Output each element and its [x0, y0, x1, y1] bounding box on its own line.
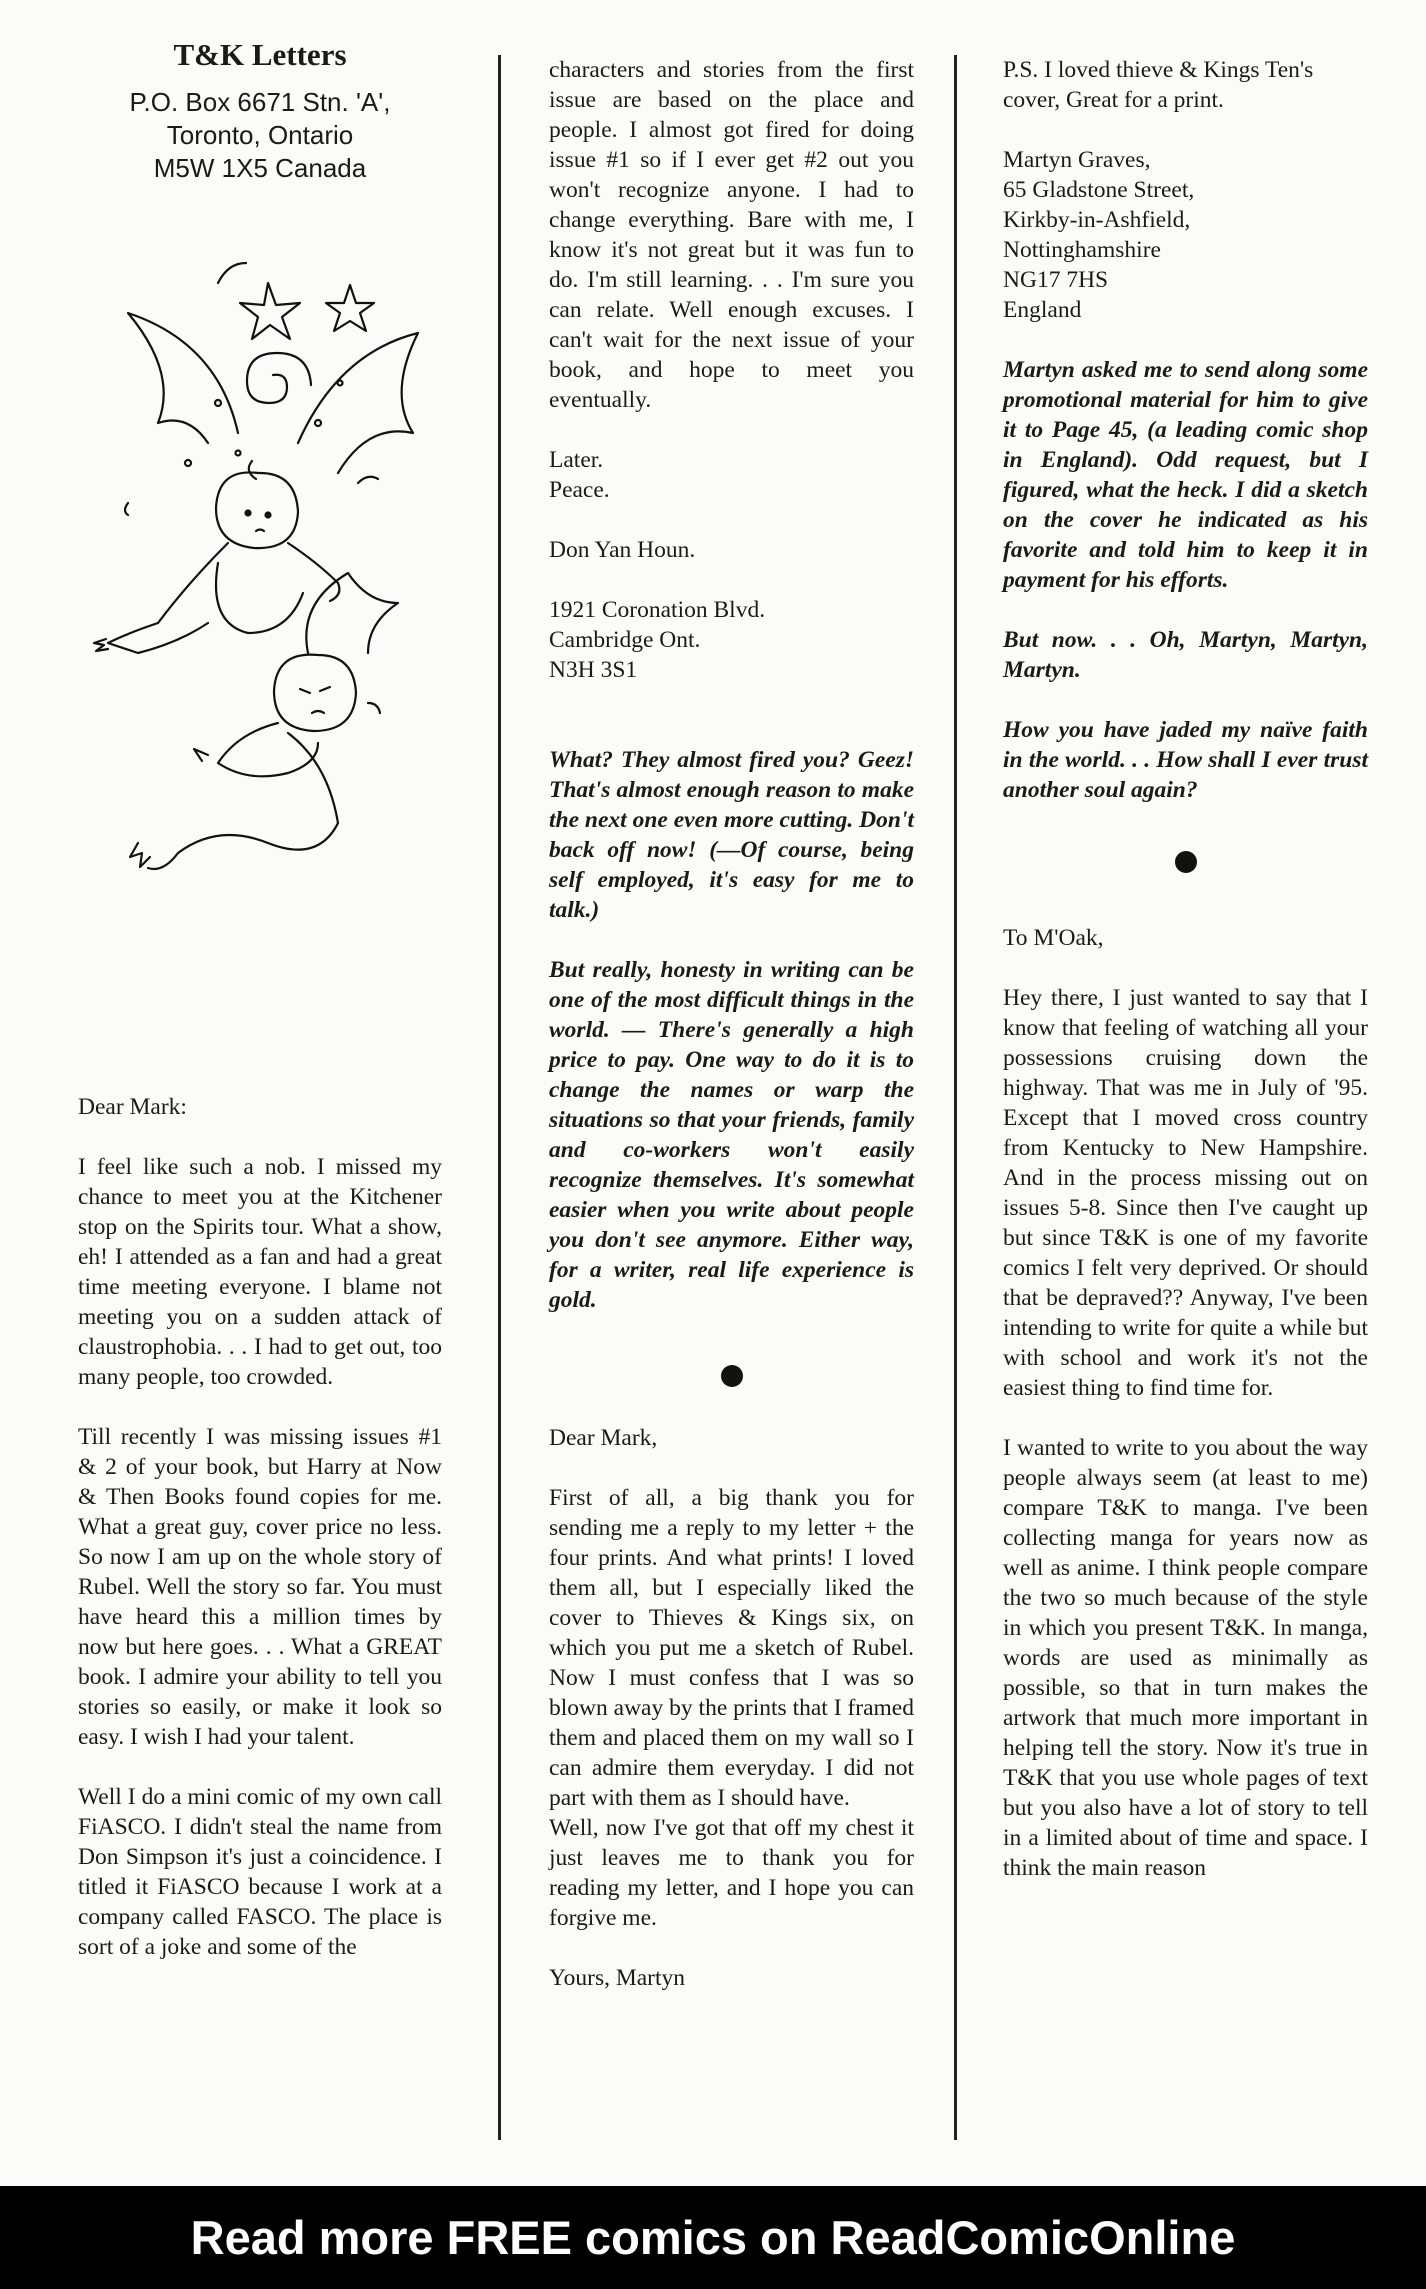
letter-1-paragraph: I feel like such a nob. I missed my chance to meet you at the Kitchener stop on the Spirits tour. What a show, eh! I attended as a fan and had a great time meeting everyone. I blame not meeting you on a sudden attack of claustrophobia. . . I had to get out, too many people, too crowded.: [78, 1154, 442, 1390]
column-2: [549, 55, 914, 2023]
letter-2-closing: Yours, Martyn: [549, 1965, 686, 1991]
letter-2-paragraph: Well, now I've got that off my chest it just leaves me to thank you for reading my letter, and I hope you can forgive me.: [549, 1815, 914, 1931]
address-line: Cambridge Ont.: [549, 627, 701, 653]
mailing-address-line-3: M5W 1X5 Canada: [153, 153, 367, 183]
editor-reply: What? They almost fired you? Geez! That's almost enough reason to make the next one even more cutting. Don't back off now! (—Of course, being self employed, it's easy for me to talk.): [549, 747, 914, 923]
section-divider-dot: [1175, 851, 1197, 873]
mailing-address-line-2: Toronto, Ontario: [166, 120, 354, 150]
address-line: NG17 7HS: [1003, 267, 1109, 293]
column-1: [78, 0, 442, 1960]
two-winged-sprites-drawing-icon: [68, 203, 428, 903]
editor-reply: But really, honesty in writing can be one of the most difficult things in the world. — There's generally a high price to pay. One way to do it is to change the names or warp the situations so that your friends, family and co-workers won't easily recognize themselves. It's somewhat easier when you write about people you don't see anymore. Either way, for a writer, real life experience is gold.: [549, 957, 914, 1313]
address-line: 65 Gladstone Street,: [1003, 177, 1195, 203]
address-line: 1921 Coronation Blvd.: [549, 597, 766, 623]
page-title: T&K Letters: [173, 37, 347, 72]
column-3: [1003, 55, 1368, 1913]
address-line: Kirkby-in-Ashfield,: [1003, 207, 1191, 233]
promo-banner-link[interactable]: Read more FREE comics on ReadComicOnline: [0, 2186, 1426, 2289]
letter-1-paragraph: Well I do a mini comic of my own call FiASCO. I didn't steal the name from Don Simpson it's just a coincidence. I titled it FiASCO because I work at a company called FASCO. The place is sort of a joke and some of the: [78, 1784, 442, 1960]
column-divider: [498, 55, 501, 2140]
letters-header: [78, 37, 442, 185]
section-divider-dot: [721, 1365, 743, 1387]
letter-1-signoff: Later.: [549, 447, 604, 473]
address-line: Martyn Graves,: [1003, 147, 1151, 173]
letter-2-paragraph: First of all, a big thank you for sending me a reply to my letter + the four prints. And what prints! I loved them all, but I especially liked the cover to Thieves & Kings six, on which you put me a sketch of Rubel. Now I must confess that I was so blown away by the prints that I framed them and placed them on my wall so I can admire them everyday. I did not part with them as I should have.: [549, 1485, 914, 1811]
letter-1-paragraph: Till recently I was missing issues #1 & 2 of your book, but Harry at Now & Then Books found copies for me. What a great guy, cover price no less. So now I am up on the whole story of Rubel. Well the story so far. You must have heard this a million times by now but here goes. . . What a GREAT book. I admire your ability to tell you stories so easily, or make it look so easy. I wish I had your talent.: [78, 1424, 442, 1750]
editor-reply: But now. . . Oh, Martyn, Martyn, Martyn.: [1003, 627, 1368, 683]
letter-2-postscript: P.S. I loved thieve & Kings Ten's cover, Great for a print.: [1003, 57, 1314, 113]
address-line: N3H 3S1: [549, 657, 638, 683]
letter-3-paragraph: I wanted to write to you about the way people always seem (at least to me) compare T&K to manga. I've been collecting manga for years now as well as anime. I think people compare the two so much because of the style in which you present T&K. In manga, words are used as minimally as possible, so that in turn makes the artwork that much more important in helping tell the story. Now it's true in T&K that you use whole pages of text but you also have a lot of story to tell in a limited about of time and space. I think the main reason: [1003, 1435, 1368, 1881]
letter-3-salutation: To M'Oak,: [1003, 925, 1104, 951]
letter-1-salutation: Dear Mark:: [78, 1094, 187, 1120]
editor-reply: Martyn asked me to send along some promotional material for him to give it to Page 45, (a leading comic shop in England). Odd request, but I figured, what the heck. I did a sketch on the cover he indicated as his favorite and told him to keep it in payment for his efforts.: [1003, 357, 1368, 593]
letter-2-address: [1003, 145, 1368, 325]
letter-1-signoff: Peace.: [549, 477, 610, 503]
letter-1-paragraph: characters and stories from the first issue are based on the place and people. I almost got fired for doing issue #1 so if I ever get #2 out you won't recognize anyone. I had to change everything. Bare with me, I know it's not great but it was fun to do. I'm still learning. . . I'm sure you can relate. Well enough excuses. I can't wait for the next issue of your book, and hope to meet you eventually.: [549, 57, 914, 413]
editor-reply: How you have jaded my naïve faith in the world. . . How shall I ever trust another soul again?: [1003, 717, 1368, 803]
letter-1-address: [549, 595, 914, 685]
letter-1-signature: Don Yan Houn.: [549, 537, 696, 563]
mailing-address-line-1: P.O. Box 6671 Stn. 'A',: [129, 87, 391, 117]
address-line: Nottinghamshire: [1003, 237, 1161, 263]
column-divider: [954, 55, 957, 2140]
letter-2-salutation: Dear Mark,: [549, 1425, 658, 1451]
address-line: England: [1003, 297, 1082, 323]
letter-3-paragraph: Hey there, I just wanted to say that I know that feeling of watching all your possessions cruising down the highway. That was me in July of '95. Except that I moved cross country from Kentucky to New Hampshire. And in the process missing out on issues 5-8. Since then I've caught up but since T&K is one of my favorite comics I felt very deprived. Or should that be depraved?? Anyway, I've been intending to write for quite a while but with school and work it's not the easiest thing to find time for.: [1003, 985, 1368, 1401]
